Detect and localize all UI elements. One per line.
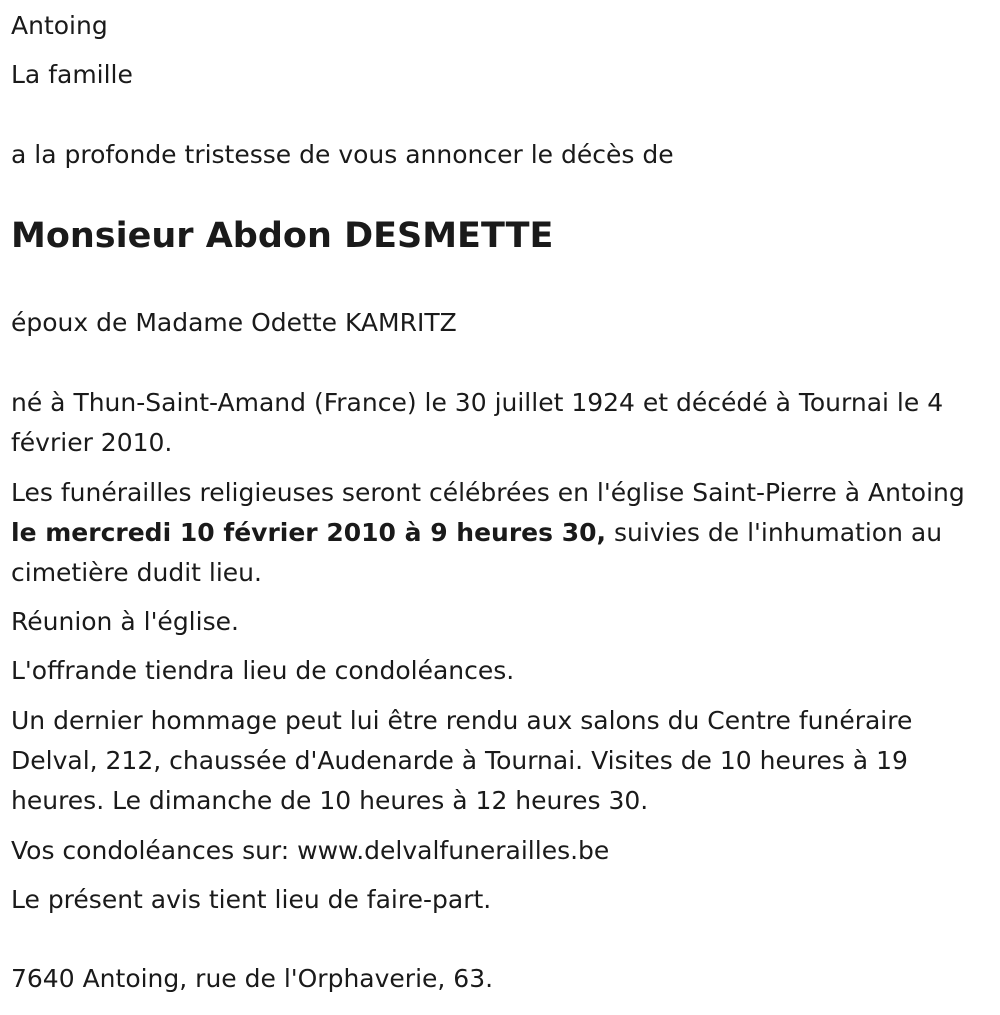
tribute-paragraph: Un dernier hommage peut lui être rendu aux salons du Centre funéraire Delval, 212, chaussée d'Audenarde à Tournai. Visites de 10 heures à 19 heures. Le dimanche de 10 heures à 12 heures 30.: [11, 706, 913, 815]
notice-text: Le présent avis tient lieu de faire-part.: [11, 885, 492, 914]
birth-death-text: né à Thun-Saint-Amand (France) le 30 juillet 1924 et décédé à Tournai le 4 février 2010.: [11, 388, 944, 457]
funeral-date-highlight: le mercredi 10 février 2010 à 9 heures 30,: [11, 518, 607, 547]
funeral-text-before: Les funérailles religieuses seront célébrées en l'église Saint-Pierre à Antoing: [11, 478, 965, 507]
spouse-text: époux de Madame Odette KAMRITZ: [11, 308, 457, 337]
condolences-text: Vos condoléances sur: www.delvalfunerailles.be: [11, 836, 610, 865]
offering-text: L'offrande tiendra lieu de condoléances.: [11, 656, 515, 685]
meeting-text: Réunion à l'église.: [11, 607, 239, 636]
family-text: La famille: [11, 60, 133, 89]
place-text: Antoing: [11, 11, 108, 40]
announcement-text: a la profonde tristesse de vous annoncer le décès de: [11, 140, 674, 169]
address-text: 7640 Antoing, rue de l'Orphaverie, 63.: [11, 964, 494, 993]
deceased-name-heading: Monsieur Abdon DESMETTE: [11, 216, 554, 256]
funeral-text-after: suivies de l'inhumation au cimetière dudit lieu.: [11, 518, 943, 587]
funeral-paragraph: [11, 473, 986, 593]
